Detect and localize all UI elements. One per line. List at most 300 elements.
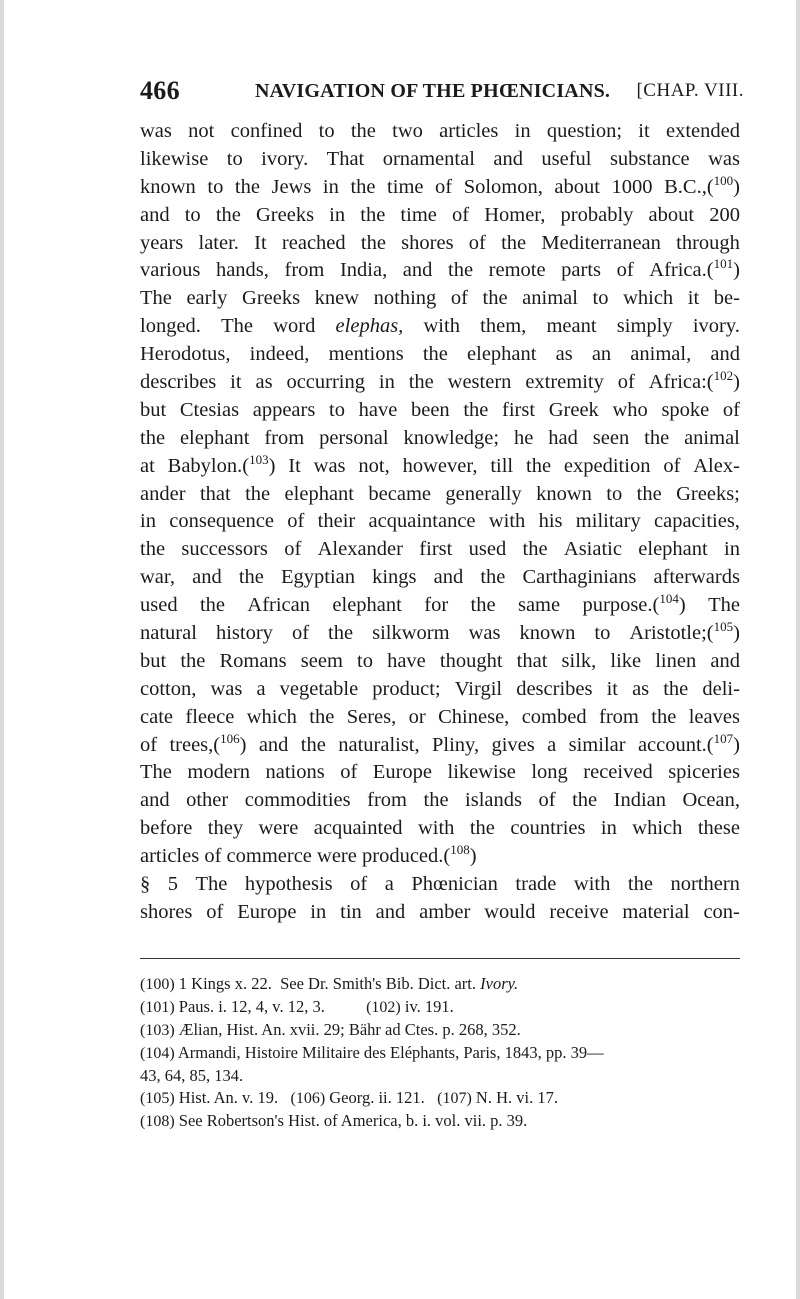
text-line — [140, 676, 740, 704]
word: and — [433, 566, 464, 589]
word: trade — [515, 873, 557, 896]
word: knowledge; — [403, 426, 500, 449]
word: the — [470, 594, 496, 617]
word: the — [663, 677, 689, 700]
word: used — [468, 538, 507, 561]
word: from — [284, 259, 325, 282]
text-line — [140, 146, 740, 174]
word: the — [423, 789, 449, 812]
word: to — [594, 622, 611, 645]
word: knew — [314, 287, 360, 310]
word: to — [329, 398, 345, 421]
word: not — [188, 120, 215, 142]
word: acquaintance — [368, 510, 476, 533]
word: it — [638, 120, 650, 142]
word: in — [600, 817, 617, 840]
word: as — [255, 371, 273, 394]
word: from — [367, 789, 407, 812]
word: cotton, — [140, 677, 197, 700]
word: extended — [665, 120, 740, 142]
word: likewise — [140, 147, 209, 170]
word: The — [221, 315, 253, 338]
text-line — [140, 118, 740, 146]
word: that — [199, 482, 231, 505]
word: various — [140, 259, 201, 282]
word: with — [417, 817, 455, 840]
word: the — [234, 175, 260, 198]
word: Alex- — [693, 454, 740, 477]
word: fleece — [185, 705, 235, 728]
page-edge-left — [0, 0, 4, 1299]
word: Babylon.($^{103}$) — [167, 451, 276, 477]
word: have — [387, 649, 426, 672]
footnote-number: (105) — [140, 1090, 175, 1107]
word: hands, — [215, 259, 269, 282]
word: were — [317, 845, 357, 868]
footnote — [140, 1042, 740, 1065]
word: elephant — [284, 482, 354, 505]
text-line — [140, 564, 740, 592]
word: the — [309, 705, 335, 728]
word: however, — [402, 454, 478, 477]
word: and — [710, 649, 740, 672]
word: Greeks — [242, 287, 301, 310]
word: simply — [616, 315, 673, 338]
word: later. — [198, 231, 239, 254]
text-line — [140, 871, 740, 899]
word: been — [410, 398, 450, 421]
word: Greeks; — [676, 482, 740, 505]
word: the — [469, 817, 495, 840]
word: tin — [340, 900, 362, 923]
word: African — [247, 594, 311, 617]
word: 1000 — [611, 175, 653, 198]
word: Indian — [613, 789, 666, 812]
footnote-italic: Ivory. — [480, 974, 519, 993]
text-line — [140, 620, 740, 648]
word: they — [207, 817, 244, 840]
word: thought — [439, 649, 503, 672]
footnote — [140, 996, 740, 1019]
footnote — [140, 1019, 740, 1042]
word: of — [616, 259, 634, 282]
footnote-ref[interactable]: 103 — [249, 451, 269, 467]
word: the — [448, 259, 474, 282]
word: India, — [339, 259, 388, 282]
word: were — [258, 817, 299, 840]
word: elephant — [332, 594, 402, 617]
word: of — [284, 538, 302, 561]
word: hypothesis — [244, 873, 333, 896]
footnotes — [140, 973, 740, 1133]
word: their — [317, 510, 356, 533]
word: nothing — [373, 287, 437, 310]
word: Africa.($^{101}$) — [649, 256, 740, 282]
word: and — [192, 566, 222, 589]
word: appears — [252, 398, 316, 421]
word: ivory. — [261, 147, 309, 170]
word: gives — [491, 733, 535, 756]
word: in — [724, 538, 740, 561]
word: word — [273, 315, 316, 338]
word: the — [215, 203, 241, 226]
word: Jews — [271, 175, 312, 198]
text-line — [140, 397, 740, 425]
word: the — [408, 371, 434, 394]
word: which — [623, 287, 674, 310]
word: linen — [655, 649, 697, 672]
word: animal — [684, 426, 740, 449]
word: to — [226, 147, 243, 170]
word: in — [378, 371, 395, 394]
text-line — [140, 481, 740, 509]
word: not, — [358, 454, 390, 477]
word: for — [424, 594, 449, 617]
word: of — [350, 873, 368, 896]
word: describes — [516, 677, 593, 700]
word: meant — [546, 315, 597, 338]
footnote-ref[interactable]: 107 — [713, 730, 734, 746]
word: Egyptian — [280, 566, 355, 589]
word: became — [368, 482, 431, 505]
word: to — [207, 175, 224, 198]
word: ivory. — [692, 315, 740, 338]
word: the — [651, 705, 677, 728]
word: in — [322, 175, 339, 198]
footnote-ref[interactable]: 102 — [713, 368, 734, 384]
word: the — [636, 482, 662, 505]
word: about — [554, 175, 600, 198]
text-line — [140, 313, 740, 341]
footnote — [140, 1110, 740, 1133]
word: elephant — [467, 343, 537, 366]
word: early — [186, 287, 228, 310]
word: Homer, — [484, 203, 546, 226]
word: 5 — [167, 873, 179, 896]
word: the — [360, 231, 386, 254]
word: probably — [560, 203, 634, 226]
footnote-text: See Robertson's Hist. of America, b. i. vol. vii. p. 39. — [174, 1111, 528, 1130]
text-line — [140, 899, 740, 927]
word: generally — [445, 482, 522, 505]
word: the — [350, 120, 376, 142]
word: the — [482, 287, 508, 310]
word: it — [687, 287, 700, 310]
word: of — [451, 203, 470, 226]
page-edge-right — [796, 0, 800, 1299]
word: who — [612, 398, 648, 421]
word: purpose.($^{104}$) — [582, 591, 686, 617]
word: Greeks — [255, 203, 315, 226]
word: was — [708, 147, 740, 170]
word: was — [313, 454, 346, 477]
word: and — [140, 203, 170, 226]
word: time — [387, 175, 424, 198]
word: and — [493, 147, 523, 170]
word: to — [606, 482, 623, 505]
word: the — [238, 566, 264, 589]
word: The — [195, 873, 228, 896]
word: was — [210, 677, 243, 700]
word: acquainted — [313, 817, 403, 840]
word: was — [468, 622, 501, 645]
footnote-ref[interactable]: 105 — [713, 619, 734, 635]
word: was — [140, 120, 172, 142]
word: of — [204, 845, 222, 868]
word: to — [357, 649, 373, 672]
word: Solomon, — [463, 175, 543, 198]
word: to — [592, 287, 609, 310]
footnote-number: (102) — [366, 999, 401, 1016]
word: till — [490, 454, 514, 477]
word: ornamental — [382, 147, 475, 170]
word: It — [288, 454, 301, 477]
text-line — [140, 592, 740, 620]
word: the — [140, 538, 166, 561]
word: elephas, — [335, 315, 404, 338]
word: he — [514, 426, 534, 449]
word: islands — [465, 789, 522, 812]
word: of — [722, 398, 740, 421]
word: the — [140, 426, 166, 449]
word: substance — [609, 147, 690, 170]
word: of — [291, 622, 310, 645]
text-line — [140, 536, 740, 564]
chapter-label: [CHAP. VIII. — [636, 80, 744, 101]
word: countries — [510, 817, 586, 840]
word: § — [140, 873, 151, 896]
text-line — [140, 285, 740, 313]
word: the — [245, 482, 271, 505]
text-line — [140, 453, 740, 481]
word: spoke — [661, 398, 710, 421]
word: with — [488, 510, 526, 533]
word: and — [710, 343, 740, 366]
word: of — [287, 510, 305, 533]
word: received — [583, 761, 653, 784]
word: consequence — [169, 510, 274, 533]
word: be- — [713, 287, 740, 310]
word: the — [572, 789, 598, 812]
footnote-ref[interactable]: 104 — [659, 591, 679, 607]
word: with — [573, 873, 611, 896]
text-line — [140, 704, 740, 732]
word: Asiatic — [563, 538, 622, 561]
footnote-number: (108) — [140, 1113, 175, 1130]
word: useful — [541, 147, 592, 170]
footnote-text: 43, 64, 85, 134. — [140, 1066, 244, 1085]
word: the — [360, 203, 386, 226]
word: from — [264, 426, 305, 449]
word: or — [408, 705, 426, 728]
word: have — [358, 398, 398, 421]
word: B.C.,($^{100}$) — [664, 172, 740, 198]
word: the — [463, 398, 489, 421]
word: material — [622, 900, 690, 923]
word: The — [140, 287, 172, 310]
footnote-text: 1 Kings x. 22. See Dr. Smith's Bib. Dict. art. — [174, 974, 481, 993]
text-line — [140, 369, 740, 397]
word: Pliny, — [432, 733, 480, 756]
word: and — [140, 789, 170, 812]
word: at — [140, 454, 155, 477]
text-line — [140, 202, 740, 230]
word: trees,($^{106}$) — [169, 730, 247, 756]
word: as — [555, 343, 573, 366]
word: Africa:($^{102}$) — [648, 368, 740, 394]
word: known — [140, 175, 196, 198]
word: Ocean, — [682, 789, 740, 812]
word: which — [632, 817, 683, 840]
word: parts — [561, 259, 602, 282]
word: mentions — [328, 343, 404, 366]
word: The — [708, 594, 740, 617]
word: It — [254, 231, 267, 254]
word: naturalist, — [338, 733, 420, 756]
word: the — [180, 649, 206, 672]
word: the — [300, 733, 326, 756]
footnote-ref[interactable]: 106 — [220, 730, 240, 746]
text-line — [140, 815, 740, 843]
footnote-number: (101) — [140, 999, 175, 1016]
word: the — [644, 426, 670, 449]
word: Europe — [237, 900, 297, 923]
word: war, — [140, 566, 176, 589]
word: the — [526, 454, 552, 477]
text-line — [140, 648, 740, 676]
footnote — [140, 973, 740, 996]
word: Romans — [219, 649, 287, 672]
word: silk, — [561, 649, 597, 672]
word: a — [547, 733, 557, 756]
word: ander — [140, 482, 186, 505]
footnote-number: (100) — [140, 976, 175, 993]
word: used — [140, 594, 178, 617]
word: Greek — [548, 398, 599, 421]
footnote — [140, 1087, 740, 1110]
word: but — [140, 398, 167, 421]
footnote-ref[interactable]: 101 — [713, 256, 734, 272]
word: from — [599, 705, 639, 728]
word: spiceries — [668, 761, 740, 784]
text-line — [140, 341, 740, 369]
word: the — [422, 343, 448, 366]
word: Chinese, — [438, 705, 510, 728]
word: The — [140, 761, 172, 784]
word: That — [326, 147, 365, 170]
word: history — [215, 622, 273, 645]
footnote-divider — [140, 958, 740, 959]
word: western — [447, 371, 512, 394]
word: these — [697, 817, 740, 840]
word: amber — [419, 900, 471, 923]
word: other — [186, 789, 229, 812]
word: but — [140, 649, 167, 672]
word: reached — [281, 231, 346, 254]
word: Herodotus, — [140, 343, 231, 366]
word: first — [502, 398, 536, 421]
word: elephant — [638, 538, 708, 561]
word: animal — [522, 287, 578, 310]
word: produced.($^{108}$) — [362, 842, 477, 868]
footnote-text: Paus. i. 12, 4, v. 12, 3. — [174, 997, 367, 1016]
word: of — [538, 789, 556, 812]
footnote-number: (103) — [140, 1022, 175, 1039]
word: two — [392, 120, 423, 142]
word: it — [230, 371, 242, 394]
word: to — [184, 203, 201, 226]
word: expedition — [563, 454, 651, 477]
word: of — [206, 900, 224, 923]
word: to — [318, 120, 335, 142]
word: them, — [480, 315, 527, 338]
word: the — [328, 622, 354, 645]
footnote — [140, 1065, 740, 1087]
word: the — [350, 175, 376, 198]
word: before — [140, 817, 193, 840]
word: that — [516, 649, 548, 672]
word: question; — [546, 120, 623, 142]
word: years — [140, 231, 184, 254]
word: nations — [265, 761, 325, 784]
word: articles — [140, 845, 200, 868]
word: long — [531, 761, 568, 784]
word: similar — [568, 733, 626, 756]
word: an — [591, 343, 612, 366]
word: a — [256, 677, 266, 700]
footnote-number: (106) — [290, 1090, 326, 1107]
running-title: NAVIGATION OF THE PHŒNICIANS. — [255, 80, 611, 102]
text-line — [140, 230, 740, 258]
word: through — [676, 231, 740, 254]
word: natural — [140, 622, 197, 645]
word: Virgil — [454, 677, 503, 700]
text-line — [140, 843, 740, 871]
text-line — [140, 257, 740, 285]
word: of — [450, 287, 468, 310]
word: in — [329, 203, 346, 226]
word: of — [468, 231, 486, 254]
word: in — [514, 120, 531, 142]
footnote-text: Ælian, Hist. An. xvii. 29; Bähr ad Ctes. p. 268, 352. — [174, 1020, 521, 1039]
word: longed. — [140, 315, 201, 338]
word: had — [548, 426, 578, 449]
word: cate — [140, 705, 173, 728]
word: and — [402, 259, 433, 282]
footnote-ref[interactable]: 108 — [450, 842, 470, 858]
word: afterwards — [653, 566, 740, 589]
word: deli- — [702, 677, 740, 700]
footnote-text: iv. 191. — [400, 997, 454, 1016]
word: in — [140, 510, 156, 533]
word: product; — [372, 677, 441, 700]
word: capacities, — [654, 510, 740, 533]
word: Aristotle;($^{105}$) — [629, 619, 740, 645]
word: remote — [488, 259, 546, 282]
footnote-ref[interactable]: 100 — [713, 172, 734, 188]
word: Europe — [372, 761, 432, 784]
word: in — [310, 900, 327, 923]
word: known — [536, 482, 592, 505]
word: successors — [181, 538, 268, 561]
word: as — [632, 677, 650, 700]
word: receive — [549, 900, 609, 923]
word: account.($^{107}$) — [637, 730, 740, 756]
text-line — [140, 732, 740, 760]
word: likewise — [447, 761, 516, 784]
word: confined — [230, 120, 303, 142]
word: animal, — [630, 343, 692, 366]
